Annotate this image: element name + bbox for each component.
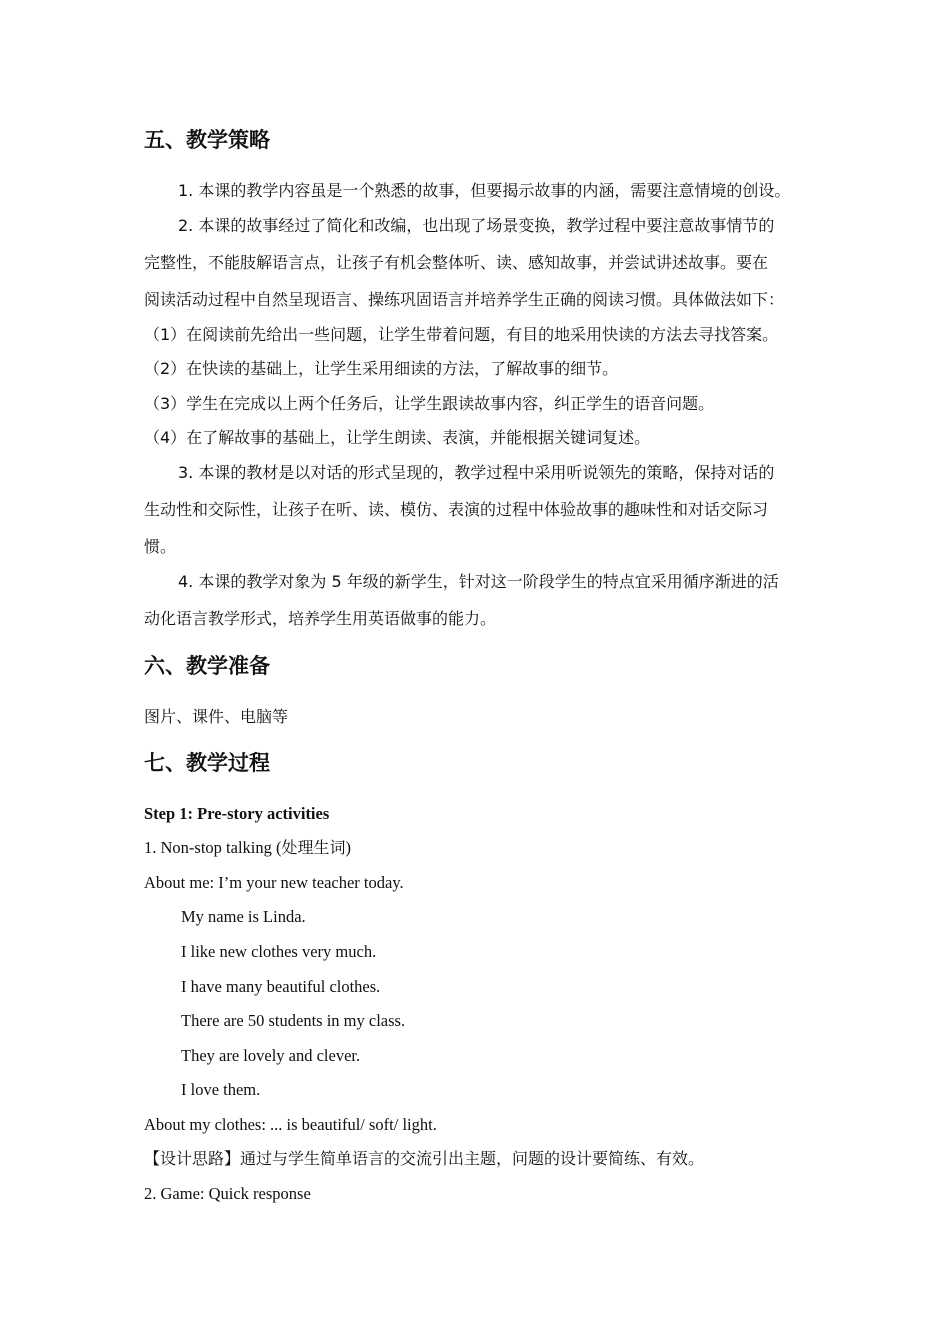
- strategy-paragraph-3-line-2: 生动性和交际性，让孩子在听、读、模仿、表演的过程中体验故事的趣味性和对话交际习: [144, 500, 769, 519]
- strategy-paragraph-2-line-3: 阅读活动过程中自然呈现语言、操练巩固语言并培养学生正确的阅读习惯。具体做法如下：: [144, 290, 785, 309]
- strategy-paragraph-2-line-1: 2. 本课的故事经过了简化和改编，也出现了场景变换，教学过程中要注意故事情节的: [178, 216, 775, 235]
- task-2-title: 2. Game: Quick response: [144, 1184, 311, 1203]
- strategy-paragraph-4-line-1: 4. 本课的教学对象为 5 年级的新学生，针对这一阶段学生的特点宜采用循序渐进的活: [178, 572, 779, 591]
- intro-line-3: I have many beautiful clothes.: [181, 977, 381, 996]
- about-clothes-line: About my clothes: ... is beautiful/ soft/ light.: [144, 1115, 437, 1134]
- step-1-title: Step 1: Pre-story activities: [144, 804, 330, 823]
- strategy-paragraph-2-line-2: 完整性，不能肢解语言点，让孩子有机会整体听、读、感知故事，并尝试讲述故事。要在: [144, 253, 769, 272]
- preparation-list: 图片、课件、电脑等: [144, 707, 289, 726]
- strategy-list-item-1: （1）在阅读前先给出一些问题，让学生带着问题，有目的地采用快读的方法去寻找答案。: [144, 325, 779, 344]
- task-1-close: ): [345, 838, 352, 857]
- intro-line-2: I like new clothes very much.: [181, 942, 377, 961]
- strategy-paragraph-3-line-1: 3. 本课的教材是以对话的形式呈现的，教学过程中采用听说领先的策略，保持对话的: [178, 463, 775, 482]
- section-6-heading: 六、教学准备: [144, 654, 270, 678]
- intro-line-1: My name is Linda.: [181, 907, 306, 926]
- strategy-list-item-2: （2）在快读的基础上，让学生采用细读的方法，了解故事的细节。: [144, 359, 619, 378]
- section-5-heading: 五、教学策略: [144, 128, 270, 152]
- intro-line-6: I love them.: [181, 1080, 261, 1099]
- task-1-note: 处理生词: [281, 838, 346, 857]
- section-7-heading: 七、教学过程: [144, 751, 270, 775]
- strategy-list-item-4: （4）在了解故事的基础上，让学生朗读、表演，并能根据关键词复述。: [144, 428, 651, 447]
- intro-line-5: They are lovely and clever.: [181, 1046, 361, 1065]
- design-note: 【设计思路】通过与学生简单语言的交流引出主题，问题的设计要简练、有效。: [144, 1149, 705, 1168]
- task-1-title: [144, 837, 351, 859]
- strategy-paragraph-1: 1. 本课的教学内容虽是一个熟悉的故事，但要揭示故事的内涵，需要注意情境的创设。: [178, 181, 791, 200]
- intro-line-4: There are 50 students in my class.: [181, 1011, 406, 1030]
- strategy-list-item-3: （3）学生在完成以上两个任务后，让学生跟读故事内容，纠正学生的语音问题。: [144, 394, 715, 413]
- strategy-paragraph-3-line-3: 惯。: [144, 537, 177, 556]
- about-me-line: About me: I’m your new teacher today.: [144, 873, 404, 892]
- task-1-label: 1. Non-stop talking (: [144, 838, 282, 857]
- strategy-paragraph-4-line-2: 动化语言教学形式，培养学生用英语做事的能力。: [144, 609, 497, 628]
